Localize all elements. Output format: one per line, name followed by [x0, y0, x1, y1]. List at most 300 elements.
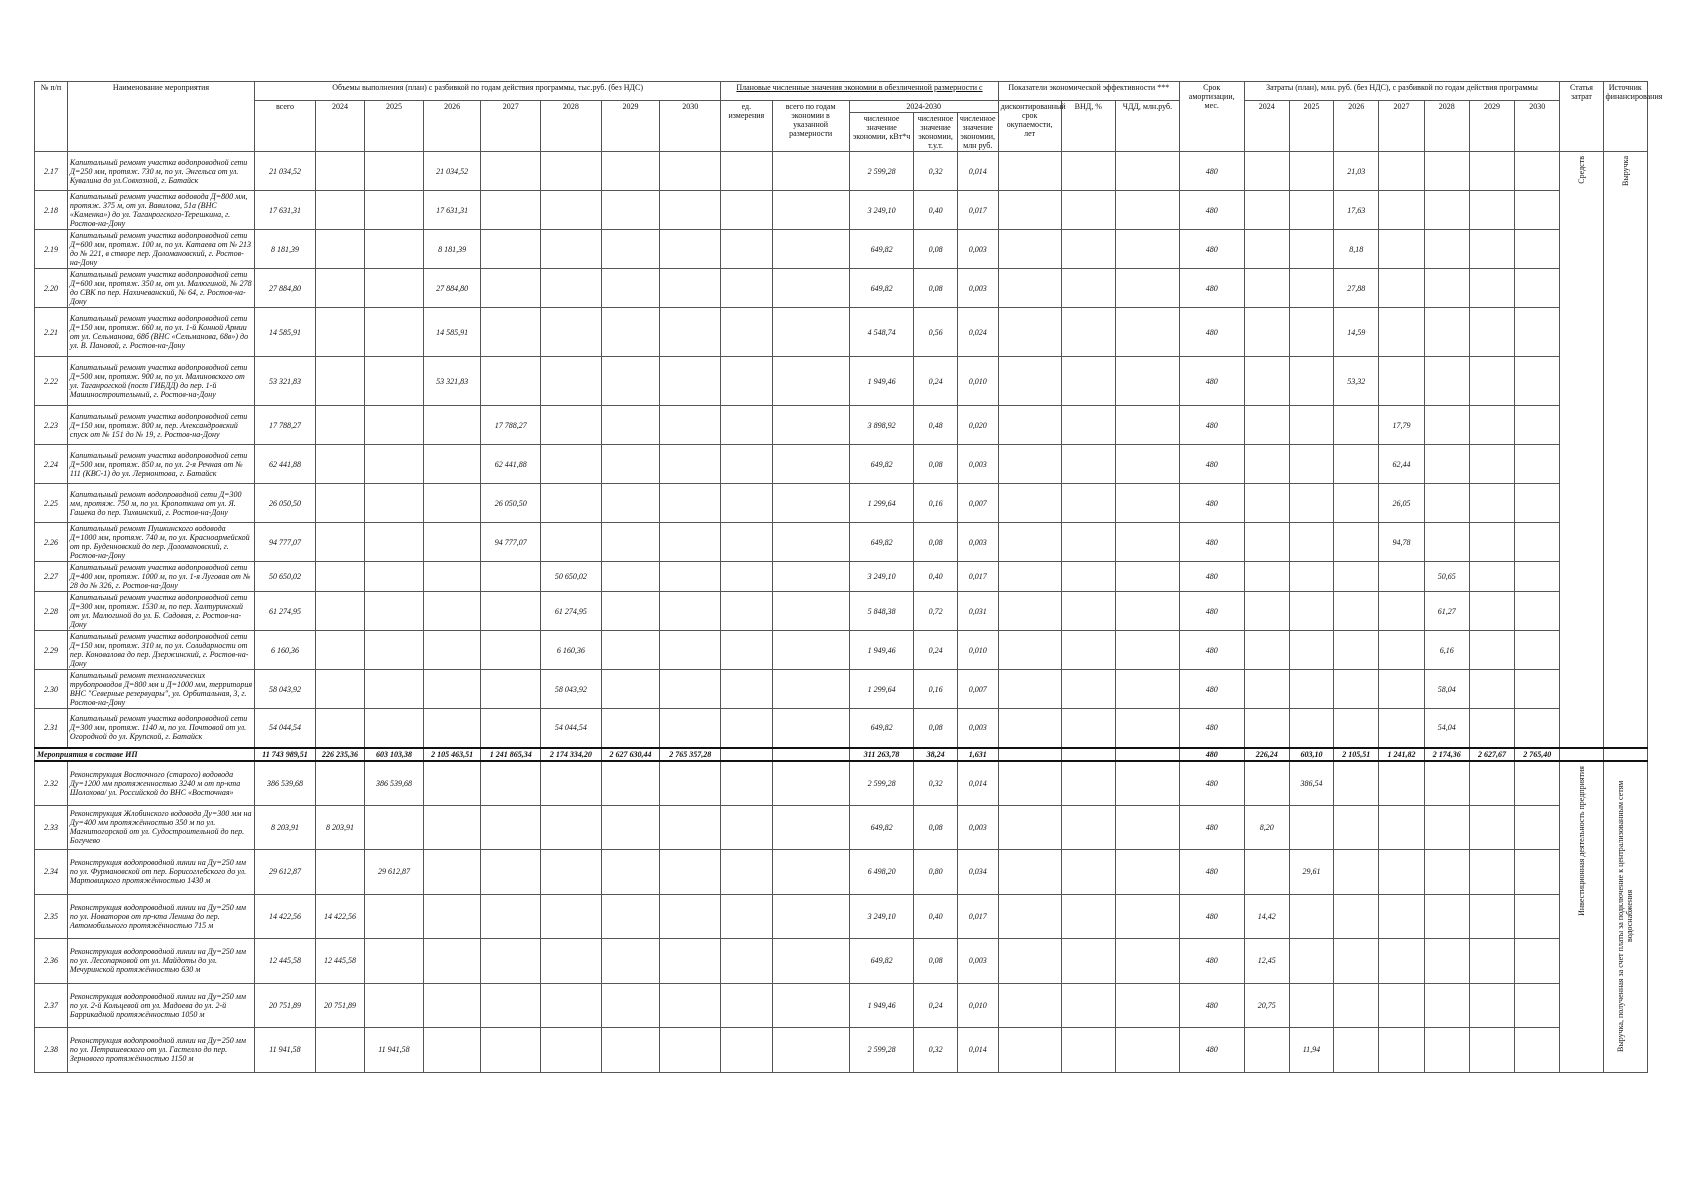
row-plan-energy: 6 498,20 — [849, 850, 914, 895]
row-plan-total — [772, 269, 849, 308]
row-total: 58 043,92 — [255, 670, 316, 709]
row-plan-energy: 5 848,38 — [849, 592, 914, 631]
row-plan-fuel: 0,32 — [914, 152, 957, 191]
row-cost-year: 8,20 — [1244, 805, 1289, 850]
row-number: 2.21 — [35, 308, 68, 357]
row-plan-rub: 0,020 — [957, 406, 998, 445]
row-volume-year — [423, 709, 481, 748]
col-cost-2029: 2029 — [1469, 101, 1514, 152]
row-plan-fuel: 0,08 — [914, 523, 957, 562]
col-plan-unit: ед. измерения — [721, 101, 772, 152]
row-total: 21 034,52 — [255, 152, 316, 191]
row-cost-year — [1379, 308, 1424, 357]
row-cost-year — [1424, 805, 1469, 850]
row-plan-unit — [721, 523, 772, 562]
summary-volume-year: 2 174 334,20 — [541, 748, 602, 761]
row-eff-irr — [1061, 445, 1116, 484]
row-volume-year — [660, 308, 721, 357]
row-cost-year — [1289, 269, 1333, 308]
row-volume-year — [315, 230, 364, 269]
row-amortization: 480 — [1179, 484, 1244, 523]
row-volume-year — [365, 445, 424, 484]
row-volume-year: 58 043,92 — [541, 670, 602, 709]
row-amortization: 480 — [1179, 523, 1244, 562]
row-cost-year — [1515, 191, 1560, 230]
row-plan-fuel: 0,40 — [914, 894, 957, 939]
row-plan-total — [772, 894, 849, 939]
row-amortization: 480 — [1179, 631, 1244, 670]
source-text: Выручка — [1620, 156, 1630, 186]
row-plan-rub: 0,003 — [957, 269, 998, 308]
row-cost-year — [1469, 939, 1514, 984]
row-name: Капитальный ремонт участка водопроводной сети Д=150 мм, протяж. 660 м, по ул. 1-й Конной Армии от ул. Сельманова, 68б (ВНС «Сельманова, 68в») до ул. В. Пановой, г. Ростов-на-Дону — [67, 308, 254, 357]
col-plan-total: всего по годам экономии в указанной размерности — [772, 101, 849, 152]
summary-eff-irr — [1061, 748, 1116, 761]
row-volume-year — [315, 406, 364, 445]
row-plan-total — [772, 308, 849, 357]
row-eff-payback — [998, 805, 1061, 850]
col-amortization: Срок амортизации, мес. — [1179, 82, 1244, 152]
table-row — [35, 484, 1648, 523]
article-text: Инвестиционная деятельность предприятия — [1576, 765, 1586, 916]
summary-amortization: 480 — [1179, 748, 1244, 761]
col-eff-payback: дисконтированный срок окупаемости, лет — [998, 101, 1061, 152]
row-volume-year — [423, 592, 481, 631]
col-vol-total: всего — [255, 101, 316, 152]
row-total: 386 539,68 — [255, 761, 316, 806]
row-cost-year — [1469, 592, 1514, 631]
row-name: Капитальный ремонт участка водопроводной сети Д=400 мм, протяж. 1000 м, по ул. 1-я Луговая от № 28 до № 326, г. Ростов-на-Дону — [67, 562, 254, 592]
row-volume-year — [365, 670, 424, 709]
row-volume-year — [660, 357, 721, 406]
row-plan-unit — [721, 562, 772, 592]
row-cost-year — [1244, 562, 1289, 592]
row-volume-year: 14 422,56 — [315, 894, 364, 939]
row-eff-npv — [1116, 805, 1180, 850]
row-plan-unit — [721, 484, 772, 523]
row-eff-payback — [998, 152, 1061, 191]
row-plan-energy: 1 299,64 — [849, 484, 914, 523]
row-plan-rub: 0,017 — [957, 894, 998, 939]
row-amortization: 480 — [1179, 983, 1244, 1028]
row-volume-year — [541, 269, 602, 308]
row-number: 2.37 — [35, 983, 68, 1028]
row-total: 8 181,39 — [255, 230, 316, 269]
row-volume-year — [423, 894, 481, 939]
row-plan-rub: 0,014 — [957, 761, 998, 806]
row-plan-rub: 0,003 — [957, 805, 998, 850]
row-plan-energy: 2 599,28 — [849, 152, 914, 191]
table-row — [35, 445, 1648, 484]
row-cost-year — [1515, 308, 1560, 357]
row-volume-year — [601, 894, 660, 939]
row-eff-payback — [998, 357, 1061, 406]
row-eff-payback — [998, 894, 1061, 939]
row-cost-year — [1379, 850, 1424, 895]
row-plan-fuel: 0,08 — [914, 939, 957, 984]
row-volume-year — [601, 939, 660, 984]
row-volume-year: 54 044,54 — [541, 709, 602, 748]
row-volume-year — [660, 152, 721, 191]
row-plan-rub: 0,007 — [957, 670, 998, 709]
row-volume-year — [365, 983, 424, 1028]
summary-article — [1560, 748, 1603, 761]
row-volume-year — [365, 357, 424, 406]
row-cost-year — [1289, 805, 1333, 850]
row-plan-fuel: 0,80 — [914, 850, 957, 895]
row-volume-year — [365, 939, 424, 984]
row-cost-year — [1469, 1028, 1514, 1073]
row-plan-total — [772, 191, 849, 230]
row-cost-year — [1424, 445, 1469, 484]
row-volume-year — [481, 983, 541, 1028]
row-eff-payback — [998, 709, 1061, 748]
row-cost-year: 20,75 — [1244, 983, 1289, 1028]
row-volume-year — [660, 850, 721, 895]
row-volume-year — [423, 631, 481, 670]
row-plan-energy: 2 599,28 — [849, 1028, 914, 1073]
row-total: 8 203,91 — [255, 805, 316, 850]
row-cost-year: 14,59 — [1334, 308, 1379, 357]
row-eff-payback — [998, 230, 1061, 269]
row-cost-year — [1424, 850, 1469, 895]
row-cost-year — [1424, 761, 1469, 806]
row-volume-year — [481, 230, 541, 269]
row-number: 2.19 — [35, 230, 68, 269]
row-plan-energy: 3 249,10 — [849, 894, 914, 939]
row-cost-year — [1289, 670, 1333, 709]
row-plan-energy: 649,82 — [849, 269, 914, 308]
row-plan-rub: 0,014 — [957, 152, 998, 191]
row-eff-irr — [1061, 562, 1116, 592]
table-row — [35, 709, 1648, 748]
row-volume-year — [315, 1028, 364, 1073]
row-cost-year — [1289, 357, 1333, 406]
row-plan-unit — [721, 631, 772, 670]
row-total: 14 585,91 — [255, 308, 316, 357]
table-row — [35, 805, 1648, 850]
row-amortization: 480 — [1179, 269, 1244, 308]
row-volume-year — [365, 894, 424, 939]
row-name: Реконструкция водопроводной линии на Ду=250 мм по ул. 2-й Кольцевой от ул. Мадоева до ул. 2-й Баррикадной протяжённостью 1050 м — [67, 983, 254, 1028]
row-cost-year — [1334, 805, 1379, 850]
row-volume-year — [315, 523, 364, 562]
row-volume-year: 8 203,91 — [315, 805, 364, 850]
row-volume-year — [541, 850, 602, 895]
row-cost-year — [1334, 1028, 1379, 1073]
row-cost-year — [1334, 523, 1379, 562]
col-eff-irr: ВНД, % — [1061, 101, 1116, 152]
row-volume-year — [541, 805, 602, 850]
col-eff-npv: ЧДД, млн.руб. — [1116, 101, 1180, 152]
table-row — [35, 761, 1648, 806]
row-number: 2.36 — [35, 939, 68, 984]
row-volume-year — [423, 670, 481, 709]
row-plan-fuel: 0,24 — [914, 631, 957, 670]
row-cost-year — [1469, 484, 1514, 523]
row-plan-energy: 649,82 — [849, 939, 914, 984]
row-cost-year: 8,18 — [1334, 230, 1379, 269]
row-amortization: 480 — [1179, 709, 1244, 748]
row-cost-year — [1244, 308, 1289, 357]
col-plan-energy: численное значение экономии, кВт*ч — [849, 113, 914, 152]
row-volume-year: 62 441,88 — [481, 445, 541, 484]
row-cost-year — [1289, 983, 1333, 1028]
row-amortization: 480 — [1179, 191, 1244, 230]
row-plan-fuel: 0,24 — [914, 983, 957, 1028]
row-cost-year — [1424, 983, 1469, 1028]
row-cost-year — [1469, 308, 1514, 357]
row-volume-year — [315, 308, 364, 357]
row-cost-year — [1289, 406, 1333, 445]
row-volume-year — [601, 805, 660, 850]
row-cost-year — [1515, 562, 1560, 592]
row-plan-total — [772, 562, 849, 592]
row-plan-fuel: 0,08 — [914, 709, 957, 748]
row-cost-year: 11,94 — [1289, 1028, 1333, 1073]
row-volume-year — [601, 445, 660, 484]
table-row — [35, 631, 1648, 670]
row-volume-year: 386 539,68 — [365, 761, 424, 806]
row-volume-year — [423, 562, 481, 592]
row-volume-year — [660, 983, 721, 1028]
row-volume-year — [423, 805, 481, 850]
row-cost-year: 58,04 — [1424, 670, 1469, 709]
row-plan-total — [772, 357, 849, 406]
row-plan-fuel: 0,16 — [914, 484, 957, 523]
row-cost-year — [1334, 983, 1379, 1028]
row-volume-year — [660, 406, 721, 445]
row-amortization: 480 — [1179, 152, 1244, 191]
row-cost-year — [1244, 670, 1289, 709]
row-cost-year — [1424, 406, 1469, 445]
row-volume-year: 29 612,87 — [365, 850, 424, 895]
row-cost-year — [1334, 592, 1379, 631]
row-plan-rub: 0,010 — [957, 357, 998, 406]
row-cost-year — [1515, 152, 1560, 191]
row-plan-rub: 0,031 — [957, 592, 998, 631]
row-volume-year — [660, 670, 721, 709]
row-eff-npv — [1116, 406, 1180, 445]
row-volume-year — [660, 230, 721, 269]
row-volume-year — [541, 523, 602, 562]
row-volume-year — [365, 191, 424, 230]
row-volume-year — [423, 983, 481, 1028]
row-cost-year — [1334, 850, 1379, 895]
summary-plan-unit — [721, 748, 772, 761]
row-cost-year — [1244, 191, 1289, 230]
row-cost-year — [1379, 562, 1424, 592]
row-volume-year: 12 445,58 — [315, 939, 364, 984]
summary-volume-year: 226 235,36 — [315, 748, 364, 761]
row-plan-fuel: 0,08 — [914, 230, 957, 269]
table-row — [35, 269, 1648, 308]
row-volume-year — [601, 230, 660, 269]
col-vol-2026: 2026 — [423, 101, 481, 152]
row-plan-total — [772, 1028, 849, 1073]
col-plan-fuel: численное значение экономии, т.у.т. — [914, 113, 957, 152]
row-volume-year — [541, 308, 602, 357]
table-row — [35, 939, 1648, 984]
row-cost-year — [1379, 1028, 1424, 1073]
row-eff-irr — [1061, 631, 1116, 670]
row-cost-year: 386,54 — [1289, 761, 1333, 806]
row-cost-year — [1379, 191, 1424, 230]
row-eff-npv — [1116, 484, 1180, 523]
row-volume-year — [601, 484, 660, 523]
row-plan-unit — [721, 308, 772, 357]
row-cost-year — [1469, 230, 1514, 269]
row-eff-npv — [1116, 709, 1180, 748]
row-volume-year — [365, 592, 424, 631]
row-eff-payback — [998, 631, 1061, 670]
summary-cost-year: 2 627,67 — [1469, 748, 1514, 761]
row-total: 29 612,87 — [255, 850, 316, 895]
row-name: Реконструкция водопроводной линии на Ду=250 мм по ул. Фурмановской от пер. Борисоглебского до ул. Мартовицкого протяжённостью 1430 м — [67, 850, 254, 895]
row-name: Капитальный ремонт участка водопроводной сети Д=150 мм, протяж. 800 м, пер. Александровский спуск от № 151 до № 19, г. Ростов-на-Дону — [67, 406, 254, 445]
row-cost-year — [1515, 894, 1560, 939]
row-volume-year — [660, 191, 721, 230]
article-text: Средств — [1576, 156, 1586, 184]
row-volume-year — [315, 484, 364, 523]
row-plan-fuel: 0,08 — [914, 269, 957, 308]
row-volume-year: 21 034,52 — [423, 152, 481, 191]
row-total: 61 274,95 — [255, 592, 316, 631]
row-cost-year — [1334, 631, 1379, 670]
row-cost-year — [1424, 894, 1469, 939]
row-volume-year: 20 751,89 — [315, 983, 364, 1028]
row-volume-year — [365, 308, 424, 357]
row-eff-npv — [1116, 269, 1180, 308]
row-plan-unit — [721, 592, 772, 631]
row-volume-year — [481, 308, 541, 357]
row-eff-irr — [1061, 983, 1116, 1028]
row-cost-year — [1334, 562, 1379, 592]
row-volume-year — [541, 894, 602, 939]
row-volume-year — [365, 484, 424, 523]
row-cost-year — [1379, 939, 1424, 984]
row-volume-year — [601, 709, 660, 748]
row-cost-year: 50,65 — [1424, 562, 1469, 592]
row-cost-year — [1469, 562, 1514, 592]
row-amortization: 480 — [1179, 357, 1244, 406]
row-cost-year — [1289, 709, 1333, 748]
row-cost-year: 29,61 — [1289, 850, 1333, 895]
row-plan-total — [772, 761, 849, 806]
row-eff-payback — [998, 592, 1061, 631]
row-cost-year — [1469, 523, 1514, 562]
row-cost-year: 54,04 — [1424, 709, 1469, 748]
table-row — [35, 1028, 1648, 1073]
row-number: 2.28 — [35, 592, 68, 631]
row-eff-npv — [1116, 850, 1180, 895]
row-amortization: 480 — [1179, 805, 1244, 850]
row-cost-year: 21,03 — [1334, 152, 1379, 191]
row-plan-energy: 649,82 — [849, 709, 914, 748]
row-volume-year — [541, 152, 602, 191]
row-cost-year — [1515, 850, 1560, 895]
row-plan-rub: 0,024 — [957, 308, 998, 357]
row-volume-year — [541, 1028, 602, 1073]
row-cost-year: 26,05 — [1379, 484, 1424, 523]
row-cost-year — [1515, 983, 1560, 1028]
row-cost-year — [1244, 357, 1289, 406]
row-cost-year — [1469, 445, 1514, 484]
row-plan-total — [772, 592, 849, 631]
summary-row — [35, 748, 1648, 761]
row-cost-year: 17,79 — [1379, 406, 1424, 445]
row-volume-year — [423, 939, 481, 984]
row-eff-npv — [1116, 152, 1180, 191]
row-plan-fuel: 0,56 — [914, 308, 957, 357]
row-plan-rub: 0,007 — [957, 484, 998, 523]
row-eff-payback — [998, 761, 1061, 806]
row-volume-year: 11 941,58 — [365, 1028, 424, 1073]
row-plan-rub: 0,017 — [957, 562, 998, 592]
row-volume-year — [601, 1028, 660, 1073]
row-cost-year — [1515, 406, 1560, 445]
row-cost-year — [1379, 709, 1424, 748]
row-plan-unit — [721, 850, 772, 895]
row-cost-year — [1424, 357, 1469, 406]
row-plan-rub: 0,003 — [957, 939, 998, 984]
row-volume-year — [481, 709, 541, 748]
row-cost-year: 62,44 — [1379, 445, 1424, 484]
row-plan-energy: 649,82 — [849, 230, 914, 269]
row-number: 2.34 — [35, 850, 68, 895]
row-plan-unit — [721, 445, 772, 484]
row-name: Капитальный ремонт участка водопроводной сети Д=500 мм, протяж. 850 м, по ул. 2-я Речная от № 111 (КВС-1) до ул. Лермонтова, г. Батайск — [67, 445, 254, 484]
row-volume-year — [541, 406, 602, 445]
row-cost-year — [1469, 850, 1514, 895]
row-volume-year: 50 650,02 — [541, 562, 602, 592]
row-volume-year — [660, 631, 721, 670]
col-cost-2024: 2024 — [1244, 101, 1289, 152]
row-plan-total — [772, 850, 849, 895]
row-volume-year — [481, 631, 541, 670]
row-volume-year — [365, 523, 424, 562]
row-plan-energy: 3 898,92 — [849, 406, 914, 445]
row-volume-year — [541, 445, 602, 484]
row-cost-year — [1244, 850, 1289, 895]
row-eff-irr — [1061, 709, 1116, 748]
row-volume-year — [365, 152, 424, 191]
row-eff-npv — [1116, 308, 1180, 357]
row-volume-year: 17 631,31 — [423, 191, 481, 230]
row-amortization: 480 — [1179, 406, 1244, 445]
row-volume-year — [660, 484, 721, 523]
row-number: 2.31 — [35, 709, 68, 748]
row-plan-fuel: 0,32 — [914, 761, 957, 806]
summary-cost-year: 2 105,51 — [1334, 748, 1379, 761]
row-eff-npv — [1116, 670, 1180, 709]
summary-cost-year: 603,10 — [1289, 748, 1333, 761]
row-volume-year — [365, 709, 424, 748]
row-eff-irr — [1061, 269, 1116, 308]
row-cost-year — [1379, 983, 1424, 1028]
col-vol-2027: 2027 — [481, 101, 541, 152]
row-total: 17 788,27 — [255, 406, 316, 445]
row-eff-payback — [998, 484, 1061, 523]
row-total: 20 751,89 — [255, 983, 316, 1028]
row-number: 2.18 — [35, 191, 68, 230]
row-eff-irr — [1061, 761, 1116, 806]
row-number: 2.32 — [35, 761, 68, 806]
row-cost-year — [1244, 1028, 1289, 1073]
row-name: Капитальный ремонт водопроводной сети Д=300 мм, протяж. 750 м, по ул. Кропоткина от ул. Я. Гашека до пер. Тихвинский, г. Ростов-на-Дону — [67, 484, 254, 523]
row-number: 2.29 — [35, 631, 68, 670]
row-eff-payback — [998, 269, 1061, 308]
